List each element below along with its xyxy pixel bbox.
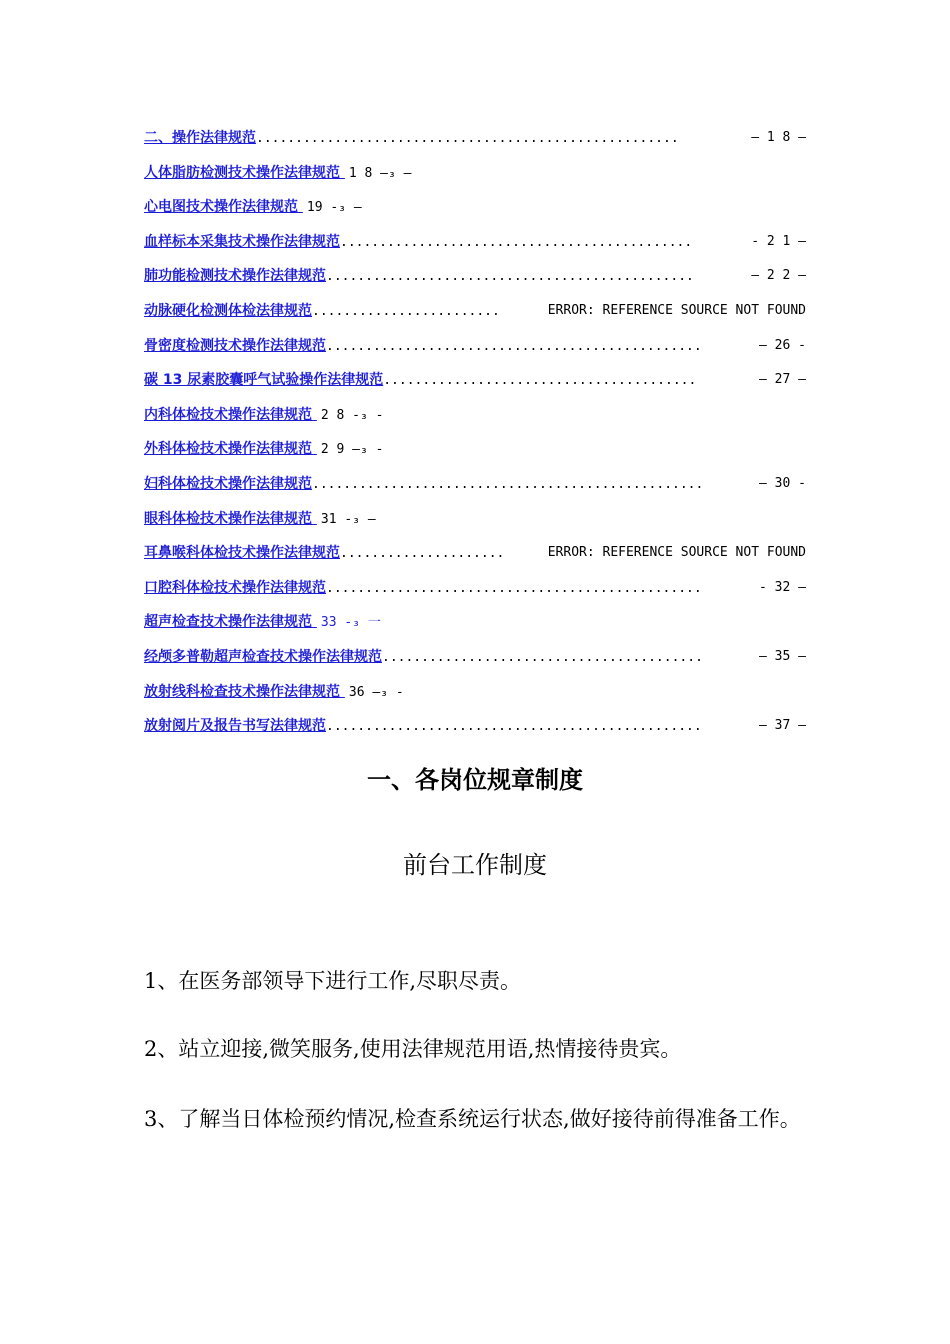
toc-entry-link[interactable]: 耳鼻喉科体检技术操作法律规范 bbox=[144, 545, 340, 562]
toc-dot-leader: ...................................................... bbox=[256, 131, 679, 146]
toc-entry-link[interactable]: 妇科体检技术操作法律规范 bbox=[144, 475, 312, 492]
toc-entry-link[interactable]: 碳 13 尿素胶囊呼气试验操作法律规范 bbox=[144, 372, 384, 389]
toc-entry-link[interactable]: 动脉硬化检测体检法律规范 bbox=[144, 302, 312, 319]
toc-entry-link[interactable]: 二、操作法律规范 bbox=[144, 130, 256, 146]
toc-entry-link[interactable]: 放射线科检查技术操作法律规范 bbox=[144, 683, 345, 700]
toc-entry[interactable] bbox=[144, 403, 806, 438]
toc-dot-leader: ............................................... bbox=[326, 269, 694, 285]
toc-dot-leader: ................................................ bbox=[326, 580, 702, 596]
paragraph-1: 1、在医务部领导下进行工作,尽职尽责。 bbox=[144, 969, 522, 993]
toc-dot-leader: ........................ bbox=[312, 303, 500, 319]
toc-entry[interactable] bbox=[144, 507, 806, 542]
toc-dot-leader: .................................................. bbox=[312, 476, 704, 492]
toc-page-number: — 27 — bbox=[757, 368, 806, 392]
toc-page-number: — 37 — bbox=[757, 714, 806, 738]
toc-entry-link[interactable]: 超声检查技术操作法律规范 bbox=[144, 614, 317, 631]
toc-entry-link[interactable]: 内科体检技术操作法律规范 bbox=[144, 406, 317, 423]
toc-entry[interactable] bbox=[144, 610, 806, 645]
toc-page-number: 1 8 —₃ — bbox=[348, 165, 412, 181]
toc-page-number: - 2 1 — bbox=[749, 230, 806, 254]
table-of-contents bbox=[144, 126, 806, 749]
toc-dot-leader: ................................................ bbox=[326, 338, 702, 354]
toc-dot-leader: ............................................. bbox=[340, 234, 693, 250]
toc-page-number: - 32 — bbox=[757, 576, 806, 600]
toc-page-number: — 1 8 — bbox=[749, 126, 806, 150]
toc-entry[interactable] bbox=[144, 645, 806, 680]
toc-dot-leader: ........................................ bbox=[383, 373, 697, 389]
section-heading: 一、各岗位规章制度 bbox=[367, 766, 583, 794]
toc-entry-link[interactable]: 放射阅片及报告书写法律规范 bbox=[144, 718, 326, 735]
toc-entry[interactable] bbox=[144, 680, 806, 715]
toc-dot-leader: ................................................ bbox=[326, 719, 702, 735]
toc-page-number: — 2 2 — bbox=[749, 264, 806, 288]
toc-entry-link[interactable]: 经颅多普勒超声检查技术操作法律规范 bbox=[144, 648, 382, 665]
toc-entry-link[interactable]: 心电图技术操作法律规范 bbox=[144, 199, 303, 216]
toc-entry[interactable] bbox=[144, 576, 806, 611]
toc-entry[interactable] bbox=[144, 195, 806, 230]
toc-entry[interactable] bbox=[144, 230, 806, 265]
toc-entry[interactable] bbox=[144, 161, 806, 196]
toc-entry[interactable] bbox=[144, 126, 806, 161]
toc-page-number: — 35 — bbox=[757, 645, 806, 669]
toc-entry[interactable] bbox=[144, 472, 806, 507]
toc-entry-link[interactable]: 骨密度检测技术操作法律规范 bbox=[144, 337, 326, 354]
toc-entry[interactable] bbox=[144, 714, 806, 749]
toc-page-number: 31 -₃ — bbox=[320, 511, 376, 527]
toc-entry[interactable] bbox=[144, 334, 806, 369]
toc-page-number: 36 —₃ - bbox=[348, 684, 404, 700]
toc-dot-leader: ......................................... bbox=[382, 649, 703, 665]
toc-page-number: 2 9 —₃ - bbox=[320, 442, 384, 458]
toc-page-number: — 30 - bbox=[757, 472, 806, 496]
toc-entry-link[interactable]: 肺功能检测技术操作法律规范 bbox=[144, 268, 326, 285]
toc-page-number: ERROR: REFERENCE SOURCE NOT FOUND bbox=[546, 541, 806, 565]
toc-entry[interactable] bbox=[144, 437, 806, 472]
toc-page-number: 33 -₃ 一 bbox=[320, 615, 381, 631]
toc-entry-link[interactable]: 眼科体检技术操作法律规范 bbox=[144, 510, 317, 527]
subsection-heading: 前台工作制度 bbox=[403, 851, 547, 879]
toc-entry[interactable] bbox=[144, 299, 806, 334]
toc-page-number: ERROR: REFERENCE SOURCE NOT FOUND bbox=[546, 299, 806, 323]
toc-page-number: — 26 - bbox=[757, 334, 806, 358]
toc-entry-link[interactable]: 血样标本采集技术操作法律规范 bbox=[144, 233, 340, 250]
toc-page-number: 2 8 -₃ - bbox=[320, 407, 384, 423]
toc-entry-link[interactable]: 外科体检技术操作法律规范 bbox=[144, 441, 317, 458]
toc-dot-leader: ..................... bbox=[340, 546, 505, 562]
paragraph-2: 2、站立迎接,微笑服务,使用法律规范用语,热情接待贵宾。 bbox=[144, 1037, 682, 1061]
toc-entry[interactable] bbox=[144, 264, 806, 299]
toc-entry-link[interactable]: 口腔科体检技术操作法律规范 bbox=[144, 579, 326, 596]
paragraph-3: 3、了解当日体检预约情况,检查系统运行状态,做好接待前得准备工作。 bbox=[144, 1107, 801, 1131]
toc-entry[interactable] bbox=[144, 541, 806, 576]
toc-entry[interactable] bbox=[144, 368, 806, 403]
toc-page-number: 19 -₃ — bbox=[306, 200, 362, 216]
toc-entry-link[interactable]: 人体脂肪检测技术操作法律规范 bbox=[144, 164, 345, 181]
